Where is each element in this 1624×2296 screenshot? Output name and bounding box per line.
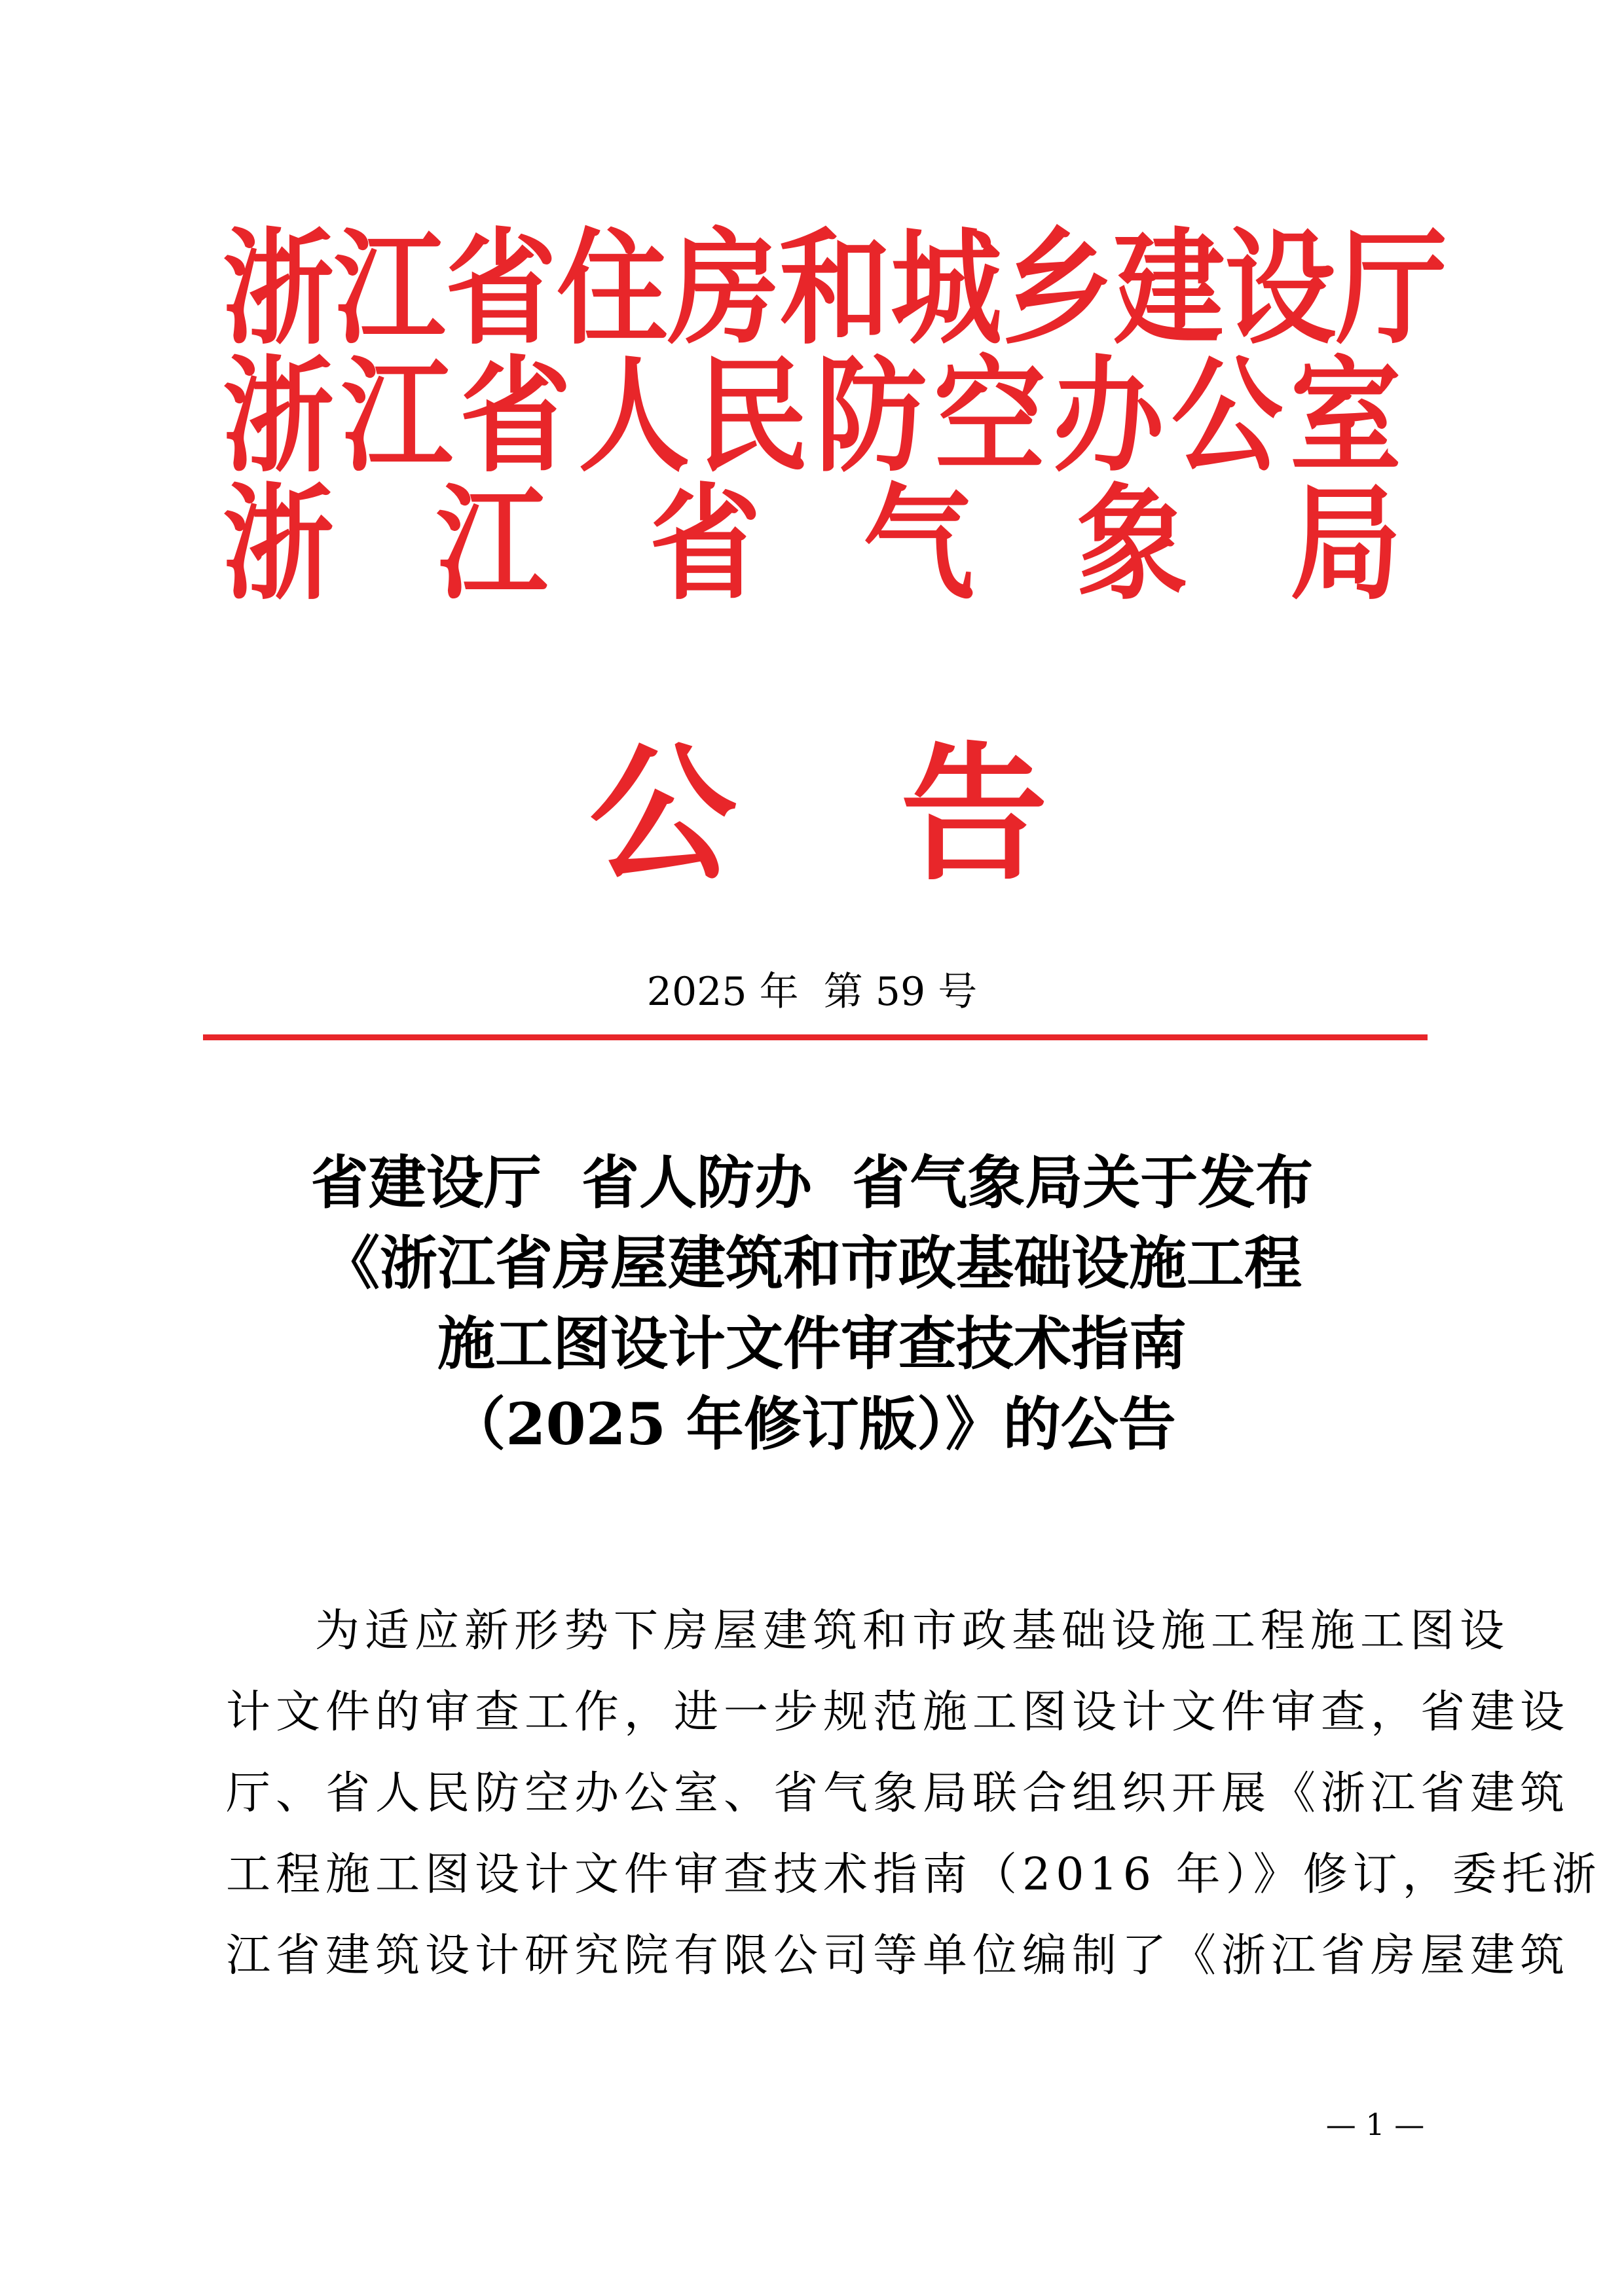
issuer-char: 空 bbox=[934, 344, 1046, 490]
issuer-char: 浙 bbox=[223, 344, 335, 490]
title-line: （2025 年修订版）》的公告 bbox=[448, 1390, 1176, 1458]
red-separator-line bbox=[203, 1034, 1428, 1040]
issuer-char: 江 bbox=[334, 217, 446, 362]
page-number: — 1 — bbox=[1325, 2107, 1425, 2142]
body-line: 工程施工图设计文件审查技术指南（2016 年）》修订，委托浙 bbox=[226, 1849, 1602, 1901]
issuer-char: 公 bbox=[1171, 344, 1283, 490]
issuer-char: 省 bbox=[460, 344, 572, 490]
title-line: 《浙江省房屋建筑和市政基础设施工程 bbox=[322, 1229, 1302, 1297]
issuer-char: 建 bbox=[1113, 217, 1225, 362]
issuer-char: 住 bbox=[557, 217, 669, 362]
body-text bbox=[226, 1591, 1602, 1997]
issuer-char: 浙 bbox=[223, 217, 335, 362]
issuer-char: 防 bbox=[815, 344, 927, 490]
title-line: 省建设厅 省人防办 省气象局关于发布 bbox=[310, 1148, 1314, 1216]
issuer-char: 浙 bbox=[223, 472, 335, 617]
doc-type-char: 公 bbox=[589, 729, 737, 901]
document-number: 2025 年 第 59 号 bbox=[646, 969, 978, 1015]
issuer-char: 气 bbox=[862, 472, 974, 617]
body-line: 江省建筑设计研究院有限公司等单位编制了《浙江省房屋建筑 bbox=[226, 1930, 1570, 1982]
issuer-char: 室 bbox=[1289, 344, 1401, 490]
issuer-char: 乡 bbox=[1002, 217, 1114, 362]
issuer-char: 江 bbox=[435, 472, 547, 617]
issuer-char: 办 bbox=[1052, 344, 1164, 490]
issuer-line-meteorological-bureau bbox=[223, 472, 1401, 617]
title-line: 施工图设计文件审查技术指南 bbox=[437, 1309, 1187, 1377]
issuer-char: 房 bbox=[668, 217, 780, 362]
body-line: 计文件的审查工作，进一步规范施工图设计文件审查，省建设 bbox=[226, 1686, 1570, 1738]
issuer-char: 厅 bbox=[1336, 217, 1448, 362]
issuer-char: 象 bbox=[1076, 472, 1188, 617]
issuer-char: 人 bbox=[578, 344, 690, 490]
issuer-char: 省 bbox=[649, 472, 761, 617]
body-line: 厅、省人民防空办公室、省气象局联合组织开展《浙江省建筑 bbox=[226, 1768, 1570, 1819]
document-type-heading bbox=[589, 729, 1048, 901]
issuer-line-civil-air-defense-office bbox=[223, 344, 1401, 490]
issuing-agencies-header bbox=[223, 217, 1448, 617]
issuer-char: 省 bbox=[445, 217, 557, 362]
issuer-char: 和 bbox=[779, 217, 891, 362]
issuer-char: 城 bbox=[891, 217, 1003, 362]
issuer-char: 民 bbox=[697, 344, 809, 490]
issuer-char: 局 bbox=[1289, 472, 1401, 617]
body-line: 为适应新形势下房屋建筑和市政基础设施工程施工图设 bbox=[315, 1605, 1510, 1657]
doc-type-char: 告 bbox=[900, 729, 1048, 901]
issuer-char: 设 bbox=[1225, 217, 1337, 362]
issuer-line-construction-department bbox=[223, 217, 1448, 362]
announcement-title bbox=[0, 1142, 1624, 1465]
issuer-char: 江 bbox=[341, 344, 453, 490]
